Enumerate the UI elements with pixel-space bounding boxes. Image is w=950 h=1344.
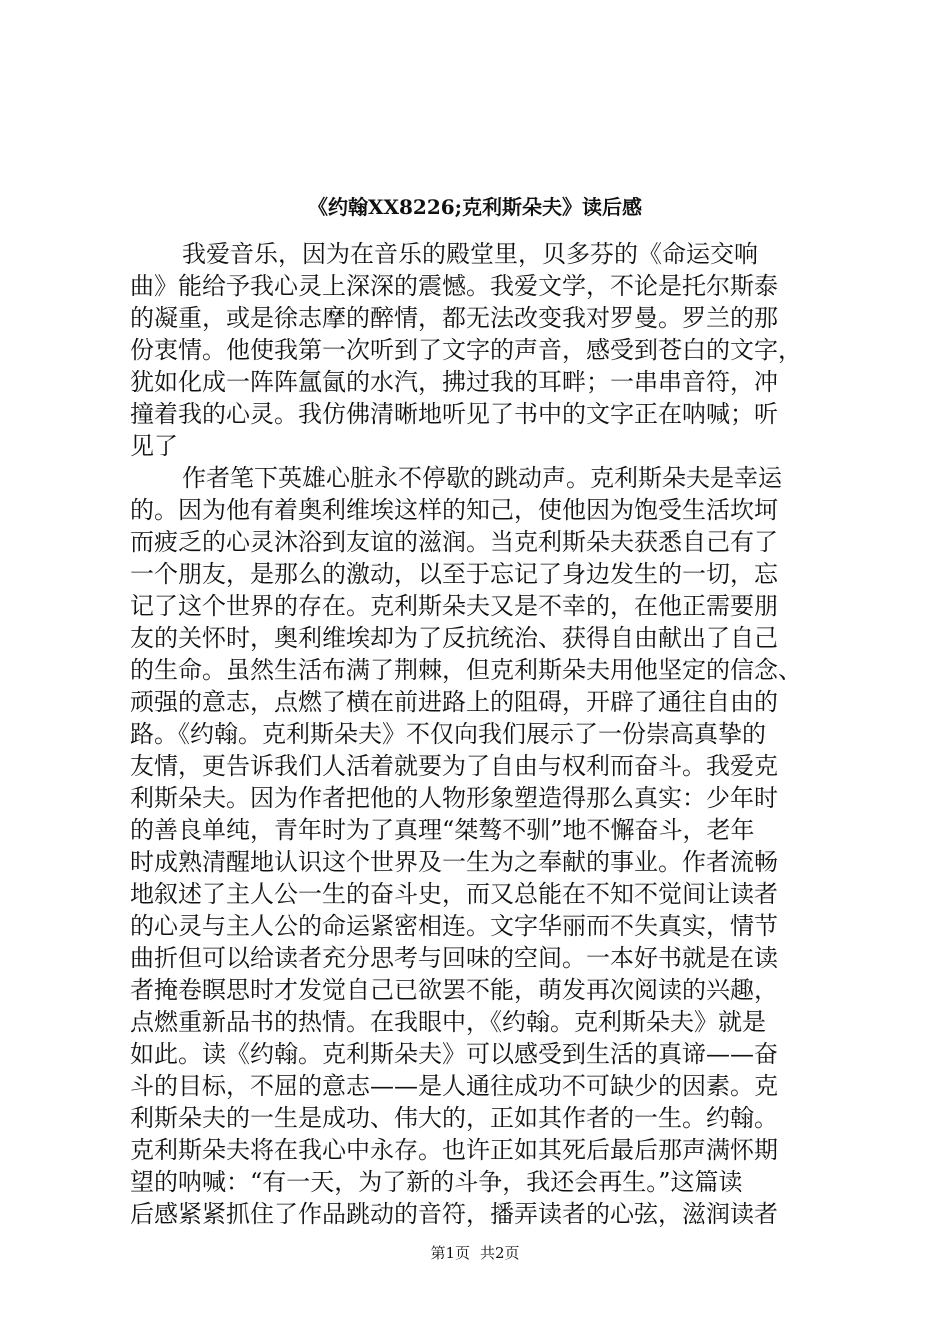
document-body <box>130 238 830 1230</box>
text-line: 者掩卷瞑思时才发觉自己已欲罢不能，萌发再次阅读的兴趣， <box>130 976 778 1004</box>
text-line: 利斯朵夫的一生是成功、伟大的，正如其作者的一生。约翰。 <box>130 1104 778 1132</box>
page-footer <box>0 1242 950 1264</box>
text-line: 的凝重，或是徐志摩的醉情，都无法改变我对罗曼。罗兰的那 <box>130 304 778 332</box>
text-line: 我爱音乐，因为在音乐的殿堂里，贝多芬的《命运交响 <box>182 240 758 268</box>
text-line: 利斯朵夫。因为作者把他的人物形象塑造得那么真实：少年时 <box>130 784 778 812</box>
text-line: 记了这个世界的存在。克利斯朵夫又是不幸的，在他正需要朋 <box>130 592 778 620</box>
text-line: 曲》能给予我心灵上深深的震憾。我爱文学，不论是托尔斯泰 <box>130 272 778 300</box>
text-line: 而疲乏的心灵沐浴到友谊的滋润。当克利斯朵夫获悉自己有了 <box>130 528 778 556</box>
text-line: 点燃重新品书的热情。在我眼中，《约翰。克利斯朵夫》就是 <box>130 1008 766 1036</box>
text-line: 的善良单纯，青年时为了真理“桀骜不驯”地不懈奋斗，老年 <box>130 816 755 844</box>
text-line: 一个朋友，是那么的激动，以至于忘记了身边发生的一切，忘 <box>130 560 778 588</box>
paragraph <box>130 462 830 1230</box>
text-line: 的生命。虽然生活布满了荆棘，但克利斯朵夫用他坚定的信念、 <box>130 656 802 684</box>
text-line: 的。因为他有着奥利维埃这样的知己，使他因为饱受生活坎坷 <box>130 496 778 524</box>
text-line: 如此。读《约翰。克利斯朵夫》可以感受到生活的真谛——奋 <box>130 1040 778 1068</box>
text-line: 斗的目标，不屈的意志——是人通往成功不可缺少的因素。克 <box>130 1072 778 1100</box>
text-line: 友情，更告诉我们人活着就要为了自由与权利而奋斗。我爱克 <box>130 752 778 780</box>
text-line: 作者笔下英雄心脏永不停歇的跳动声。克利斯朵夫是幸运 <box>182 464 782 492</box>
text-line: 友的关怀时，奥利维埃却为了反抗统治、获得自由献出了自己 <box>130 624 778 652</box>
page-number: 第1页 <box>430 1244 470 1262</box>
text-line: 时成熟清醒地认识这个世界及一生为之奉献的事业。作者流畅 <box>130 848 778 876</box>
text-line: 犹如化成一阵阵氲氤的水汽，拂过我的耳畔；一串串音符，冲 <box>130 368 778 396</box>
text-line: 撞着我的心灵。我仿佛清晰地听见了书中的文字正在呐喊；听 <box>130 400 778 428</box>
text-line: 望的呐喊：“有一天，为了新的斗争，我还会再生。”这篇读 <box>130 1168 743 1196</box>
text-line: 地叙述了主人公一生的奋斗史，而又总能在不知不觉间让读者 <box>130 880 778 908</box>
text-line: 路。《约翰。克利斯朵夫》不仅向我们展示了一份崇高真挚的 <box>130 720 766 748</box>
text-line: 后感紧紧抓住了作品跳动的音符，播弄读者的心弦，滋润读者 <box>130 1200 778 1228</box>
text-line: 份衷情。他使我第一次听到了文字的声音，感受到苍白的文字， <box>130 336 802 364</box>
document-title: 《约翰XX8226;克利斯朵夫》读后感 <box>307 195 643 219</box>
paragraph <box>130 238 830 462</box>
text-line: 克利斯朵夫将在我心中永存。也许正如其死后最后那声满怀期 <box>130 1136 778 1164</box>
text-line: 见了 <box>130 432 178 460</box>
text-line: 的心灵与主人公的命运紧密相连。文字华丽而不失真实，情节 <box>130 912 778 940</box>
text-line: 曲折但可以给读者充分思考与回味的空间。一本好书就是在读 <box>130 944 778 972</box>
page-total: 共2页 <box>480 1244 520 1262</box>
text-line: 顽强的意志，点燃了横在前进路上的阻碍，开辟了通往自由的 <box>130 688 778 716</box>
